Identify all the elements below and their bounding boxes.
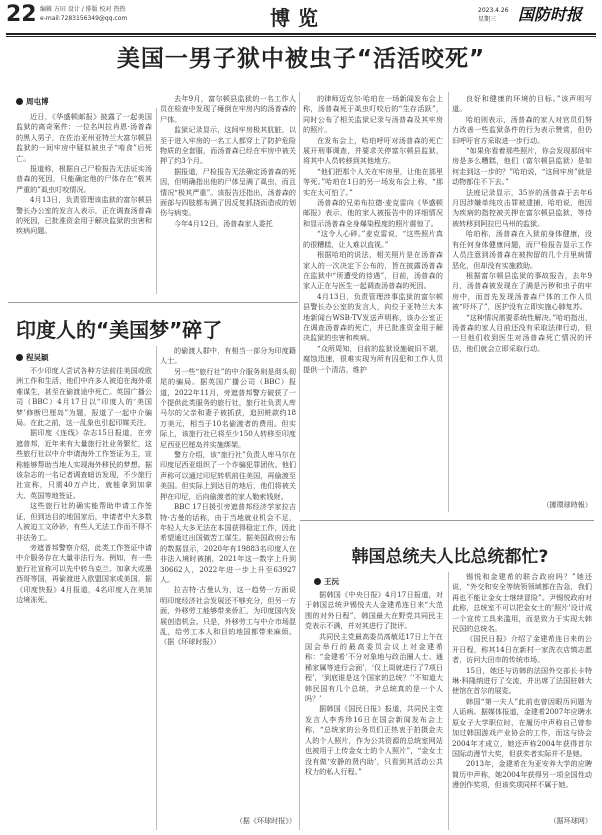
section-divider — [300, 520, 594, 521]
byline-author: 程吴颖 — [26, 353, 49, 362]
paragraph: 《国民日报》介绍了金建希连日来的公开日程，称其14日在新村一家洗衣店慎志愿者，访问大田市的传统市场。 — [452, 634, 592, 665]
paragraph: 去年9月，富尔顿县监狱的一名工作人员在检查中发现了瘫倒在牢房内的汤普森的尸体。 — [160, 94, 296, 124]
header-rule-thin — [6, 36, 596, 37]
column-divider — [299, 92, 300, 512]
paragraph: 4月13日，负责管理该监狱的富尔顿县警长办公室的发言人表示，正在调查汤普森的死因，已批准资金用于解决监狱的虫害和疾病问题。 — [16, 195, 152, 236]
paragraph: 15日，她还与访韩的法国外交部长卡特琳·科隆纳进行了交流，并出席了法国驻韩大使馆在首尔的展览。 — [452, 665, 592, 696]
paragraph: “他们把那个人关在牢房里，让他在那里等死。”哈珀在1日的另一场发布会上称，“那实在太可怕了。” — [303, 166, 443, 197]
page-number: 22 — [6, 2, 37, 27]
paragraph: 汤普森的兄弟布拉德·麦克雷向《华盛顿邮报》表示，他的家人被报告中的详细情况和显示汤普森全身爆染程度的照片震惊了。 — [303, 198, 443, 228]
newspaper-logo: 国防时报 — [518, 5, 583, 24]
date-text: 2023.4.26 — [478, 7, 509, 14]
article1-column-2 — [160, 94, 296, 294]
paragraph: 共同民主党最高委员高敏廷17日上午在国会举行的最高委员会议上对金建希称：“金建希‘不分对象地与政治圈人士、通稀家属等进行会面’，‘仅上周就进行了7项日程’，‘到底谁是这个国家的总统？’‘不知道大韩民国有几个总统，尹总统真的是一个人吗？’ — [305, 631, 443, 704]
column-divider — [448, 92, 449, 512]
article3-headline: 韩国总统夫人比总统都忙? — [351, 547, 549, 567]
article2-column-2 — [160, 346, 296, 816]
article1-column-3 — [303, 94, 443, 504]
paragraph: 根据哈珀的说法，相关照片是在汤普森家人的一次决定下公布的，旨在披露汤普森在监狱中“所遭受的待遇”，目前，汤普森的家人正在与医生一起调查汤普森的死因。 — [303, 250, 443, 291]
paragraph: 今年4月12日，汤普森家人委托 — [174, 218, 273, 228]
issue-date — [478, 6, 509, 24]
article3-byline — [314, 576, 339, 587]
article1-byline — [16, 96, 49, 107]
editor-credits: 编辑 方田 设计 / 排版 校对 热热 e-mail:7283156349@qq.com — [40, 6, 128, 22]
paragraph: 的偷渡人群中，有相当一部分为印度籍人士。 — [160, 346, 296, 366]
section-title: 博览 — [270, 6, 326, 30]
weekday-text: 星期三 — [478, 16, 497, 23]
paragraph: 不少印度人尝试各种方法前往美国或欧洲工作和生活，他们中许多人被迫在海外艰难谋生，甚至在偷渡途中死亡。英国广播公司（BBC）4月17日以“印度人的‘美国梦’修断巴厘岛”为题，报道了一起中介骗局。在此之前，这一乱象也引起印媒关注。 — [16, 366, 152, 428]
header-rule — [6, 33, 596, 35]
byline-author: 周屯博 — [26, 97, 49, 106]
paragraph: 旁遮普邦警察介绍，此类工作签证中请中介服务存在大量非法行为。例如，有一些旅行社宣称可以先中转乌克兰、加拿大或墨西哥等国，再偷渡进入欧盟国家或美国，据《印度快报》4月报道，4名印度人在美加边境冻死。 — [16, 542, 152, 604]
paragraph: 监狱记录显示，这间牢房极其肮脏，以至于进入牢房的一名工人都穿上了防护危险物质的全套服，而汤普森已经在牢房中被关押了约3个月。 — [160, 125, 296, 166]
article1-source: （據環球時報） — [542, 500, 592, 509]
paragraph: “这种情况需要系统性解决。”哈珀指出，汤普森的家人目前还没有采取法律行动，但一旦他们收到医生对汤普森死亡情况的评估，他们就会立即采取行动。 — [452, 312, 592, 353]
paragraph: 锡悦和金建希的联合政府吗？”她还说，“外交和安全等统领领域都在告急，我们再也不能让金女士继续冒险”。尹锡悦政府对此称，总统室不可以把金女士的‘照片’设计成一个宣传工具来滥用，而是致力于实现大韩民国的总统名。 — [452, 572, 592, 634]
paragraph: 在发布会上，哈珀呼吁对汤普森的死亡展开刑事调查，并要求关停富尔顿县监狱，将其中人员转移到其他地方。 — [303, 135, 443, 166]
article2-byline — [16, 352, 49, 363]
article3-source: （据环球网） — [549, 816, 592, 825]
byline-author: 王沅 — [324, 577, 339, 586]
paragraph: 据报道，尸检报告无法确定汤普森的死因，但明确指出他的尸体呈满了虱虫，而且情况“极其严重”。该报告还指出，汤普森的面部与四肢都布满了因反复抓挠而造成的划伤与病变。 — [160, 166, 296, 218]
column-divider — [156, 346, 157, 830]
paragraph: 这些旅行社的确实能帮助申请工作签证，但到达目的地国家后，申请者中大多数人被迫工文砂砂，有些人无法工作而不得不非法务工。 — [16, 501, 152, 542]
paragraph: 另一些“旅行社”的中介服务则是彻头彻尾的骗局。据英国广播公司（BBC）报道，2022年11月，旁遮普邦警方破获了一个提供此类服务的旅行社，旅行社负责人库马尔的父亲和妻子被抓获，追回赃款约18万美元，相当于10名偷渡者的费用。但实际上，该旅行社已将至少150人转移至印度尼西亚巴厘岛并实施绑架。 — [160, 366, 296, 449]
article3-column-2 — [452, 572, 592, 816]
article1-column-4 — [452, 94, 592, 504]
paragraph: 哈珀称，汤普森在入狱前身体健康，没有任何身体健康问题，而尸检报告显示工作人员注意到汤普森在被拘留的几个月里病情恶化，但却没有实施救助。 — [452, 229, 592, 270]
paragraph: 4月13日，负责管理涉事监狱的富尔顿县警长办公室的发言人，向位于亚特兰大本地新闻台WSB-TV发送声明称，该办公室正在调查汤普森的死亡，并已批准资金用于解决监狱的虫害和疾病。 — [303, 291, 443, 343]
paragraph: BBC 17日援引旁遮普邦经济学家拉吉特·古曼的话称，由于当地就业机会不足，年轻人大多无法在本国获得稳定工作，因此希望通过出国做苦工谋生。据美国政府公布的数据显示，2020年有19883名印度人在非法入境时被捕，2021年这一数字上升到30662人，2022年进一步上升至63927人。 — [160, 502, 296, 584]
paragraph: 据韩国《国民日报》报道，共同民主党发言人李秀珍16日在国会新闻发布会上称，“总统家的公务员们正热衷于拍摄金夫人的个人照片，作为公共资源的总统室网站也被用于上传金女士的个人照片”，“金女士没有做‘安静的贤内助’，只看到其活动公共权力的私人行程。” — [305, 704, 443, 776]
article1-headline: 美国一男子狱中被虫子“活活咬死” — [116, 46, 486, 72]
article2-headline: 印度人的“美国梦”碎了 — [16, 318, 223, 342]
article1-column-1 — [16, 112, 152, 292]
column-divider — [448, 572, 449, 830]
paragraph: 根据富尔顿县监狱的事故报告，去年9月，汤普森被发现在了满是污秽和虫子的牢房中，而首先发现汤普森尸体的工作人员被“吓坏了”，医护没有立即实施心肺复苏。 — [452, 270, 592, 312]
paragraph: 据印度《连线》杂志15日报道，在旁遮普邦，近年来有大量旅行社业务繁忙，这些旅行社以中介申请海外工作签证为主，宣称能够帮助当地人实现海外移民的梦想。据该杂志的一名记者调查暗访发现，不少旅行社宣称，只需40万卢比，就能拿到加拿大、英国等地签证。 — [16, 428, 152, 500]
paragraph: 良好和健康的环境的目标。”该声明写道。 — [452, 94, 592, 114]
paragraph: 的律师迈克尔·哈珀在一场新闻发布会上称，汤普森死于虱虫叮咬后的“生存活跃”，同时公布了相关监狱记录与汤普森及其牢房的照片。 — [303, 94, 443, 135]
column-divider — [299, 524, 300, 830]
paragraph: 2013年，金建希在为亚安养大学的应聘简历中声称，她2004年获得另一项全国性动漫创作奖项，但该奖项同样不属于她。 — [452, 759, 592, 790]
paragraph: 近日，《华盛顿邮报》披露了一起美国监狱的离奇案件：一位名叫拉肖恩·汤普森的黑人男子，在佐治亚州亚特兰大富尔顿县监狱的一间牢房中疑似被虫子“啃食”后死亡。 — [16, 112, 152, 163]
byline-icon — [16, 98, 23, 105]
paragraph: 哈珀则表示，汤普森的家人对官员们努力改善一些监狱条件的行为表示赞赏，但仍旧呼吁官方采取进一步行动。 — [452, 114, 592, 145]
paragraph: 拉吉特·古曼认为，这一趋势一方面说明印度经济社会发展还不够充分，但另一方面，外移劳工能够带来侨汇，为印度国内发展创造机会。只是，外移劳工与中介市场混乱，给劳工本人和目的地国都带来麻烦。（据《环球时报》） — [160, 585, 296, 647]
paragraph: “如果你看着那些照片，你会发现那间牢房是多么糟糕，他们（富尔顿县监狱）是如何走到这一步的？”哈珀说，“这间牢房”就是动物都住不下去。” — [452, 146, 592, 187]
page-header — [0, 0, 602, 34]
paragraph: 警方介绍，该“旅行社”负责人库马尔在印度尼西亚组织了一个诈骗犯罪团伙。他们声称可以通过印尼转机前往美国，再偷渡至美国。但实际上到达目的地后，他们将被关押在印尼，后向偷渡者的家人勒索钱财。 — [160, 450, 296, 501]
article2-column-1 — [16, 366, 152, 826]
byline-icon — [16, 354, 23, 361]
article2-source: （据《环球时报》） — [235, 816, 296, 825]
paragraph: 韩国“第一夫人”此前也曾因眼历问题为人诟病。据媒体报道，金建希2007年应聘水原女子大学职位时，在履历中声称自己曾参加过韩国游戏产业协会的工作，而这与协会2004年才成立，她还声称2004年获得首尔国际动漫节大奖，但获奖者实际并不是她。 — [452, 696, 592, 758]
column-divider — [156, 108, 157, 294]
paragraph: “众所周知，目前的监狱设施破旧不堪，腐蚀迅速，很难实现为所有囚犯和工作人员提供一个清洁、维护 — [303, 343, 443, 374]
article3-column-1 — [305, 590, 443, 826]
section-divider — [8, 302, 298, 303]
paragraph: 报道称，根据自己尸检报告无法证实汤普森的死因，只能确定他的尸体存在“极其严重的”虱虫叮咬情况。 — [16, 164, 152, 194]
paragraph: 法庭记录显示，35岁的汤普森于去年6月因涉嫌单纯攻击罪被逮捕，哈珀说，他因为疾病的指控被关押在富尔顿县监狱，等待被转移到阿拉巴马州的监狱。 — [452, 187, 592, 228]
paragraph: “这令人心碎。”麦克雷说，“这些照片真的很糟糕，让人难以直视。” — [303, 229, 443, 249]
byline-icon — [314, 578, 321, 585]
paragraph: 据韩国《中央日报》4月17日报道，对于韩国总统尹锡悦夫人金建希连日来“大范围的对外日程”，韩国最大在野党共同民主党表示不满，并对其进行了批评。 — [305, 590, 443, 631]
